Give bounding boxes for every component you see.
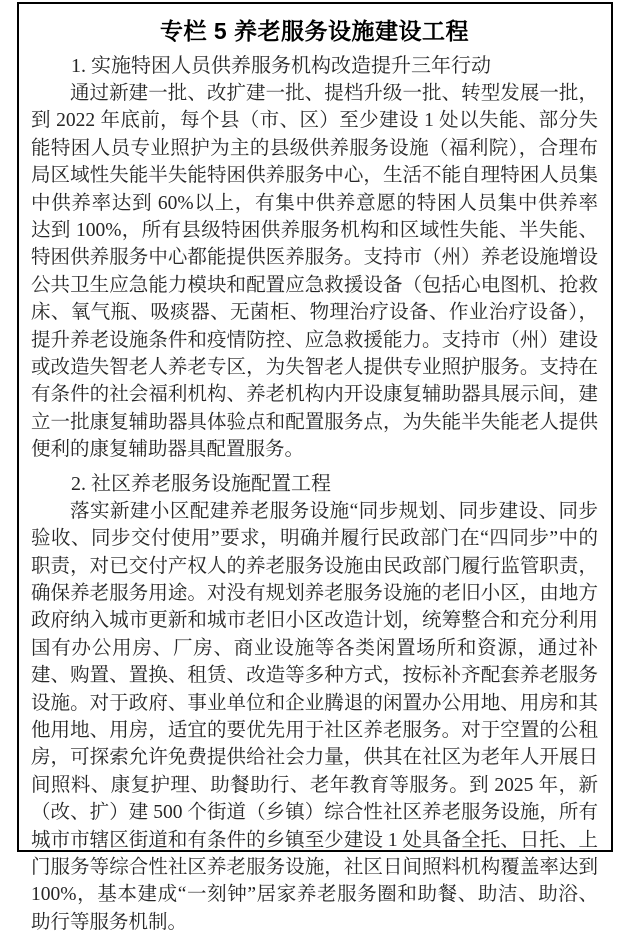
section-2-body: 落实新建小区配建养老服务设施“同步规划、同步建设、同步验收、同步交付使用”要求，明确并履行民政部门在“四同步”中的职责，对已交付产权人的养老服务设施由民政部门履行监管职责，确保养老服务用途。对没有规划养老服务设施的老旧小区，由地方政府纳入城市更新和城市老旧小区改造计划，统筹整合和充分利用国有办公用房、厂房、商业设施等各类闲置场所和资源，通过补建、购置、置换、租赁、改造等多种方式，按标补齐配套养老服务设施。对于政府、事业单位和企业腾退的闲置办公用地、用房和其他用地、用房，适宜的要优先用于社区养老服务。对于空置的公租房，可探索允许免费提供给社会力量，供其在社区为老年人开展日间照料、康复护理、助餐助行、老年教育等服务。到 2025 年，新（改、扩）建 500 个街道（乡镇）综合性社区养老服务设施，所有城市市辖区街道和有条件的乡镇至少建设 1 处具备全托、日托、上门服务等综合性社区养老服务设施，社区日间照料机构覆盖率达到 100%，基本建成“一刻钟”居家养老服务圈和助餐、助洁、助浴、助行等服务机制。 — [31, 500, 598, 933]
section-2 — [31, 471, 598, 936]
column-box-border — [17, 2, 613, 933]
section-2-heading: 2. 社区养老服务设施配置工程 — [71, 472, 331, 495]
section-1-heading: 1. 实施特困人员供养服务机构改造提升三年行动 — [71, 55, 491, 77]
section-1-body: 通过新建一批、改扩建一批、提档升级一批、转型发展一批，到 2022 年底前，每个县（市、区）至少建设 1 处以失能、部分失能特困人员专业照护为主的县级供养服务设施（福利院），合理布局区域性失能半失能特困供养服务中心，生活不能自理特困人员集中供养率达到 60%以上，有集中供养意愿的特困人员集中供养率达到 100%，所有县级特困供养服务机构和区域性失能、半失能、特困供养服务中心都能提供医养服务。支持市（州）养老设施增设公共卫生应急能力模块和配置应急救援设备（包括心电图机、抢救床、氧气瓶、吸痰器、无菌柜、物理治疗设备、作业治疗设备），提升养老设施条件和疫情防控、应急救援能力。支持市（州）建设或改造失智老人养老专区，为失智老人提供专业照护服务。支持在有条件的社会福利机构、养老机构内开设康复辅助器具展示间，建立一批康复辅助器具体验点和配置服务点，为失能半失能老人提供便利的康复辅助器具配置服务。 — [31, 83, 598, 461]
section-1 — [31, 53, 598, 464]
page-title: 专栏 5 养老服务设施建设工程 — [159, 18, 470, 44]
